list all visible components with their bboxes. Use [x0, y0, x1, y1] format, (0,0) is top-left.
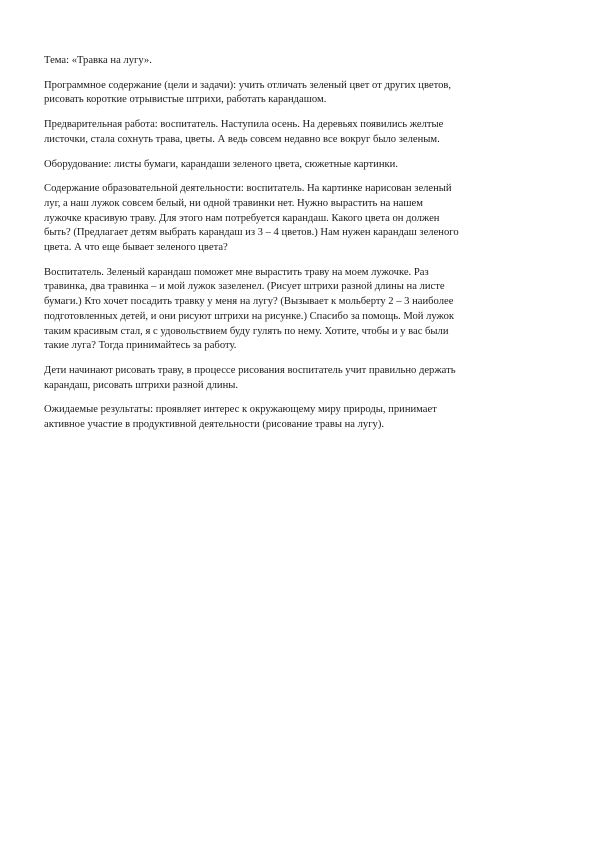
- text-line: такие луга? Тогда принимайтесь за работу.: [44, 340, 237, 352]
- text-line: Ожидаемые результаты: проявляет интерес к окружающему миру природы, принимает: [44, 404, 437, 416]
- text-line: Воспитатель. Зеленый карандаш поможет мне вырастить траву на моем лужочке. Раз: [44, 266, 429, 278]
- paragraph-expected-results: [44, 403, 514, 432]
- text-line: быть? (Предлагает детям выбрать карандаш из 3 – 4 цветов.) Нам нужен карандаш зеленого: [44, 227, 459, 239]
- paragraph-equipment: [44, 158, 514, 173]
- text-line: бумаги.) Кто хочет посадить травку у меня на лугу? (Вызывает к мольберту 2 – 3 наиболее: [44, 296, 454, 308]
- text-line: Дети начинают рисовать траву, в процессе рисования воспитатель учит правильно держать: [44, 364, 456, 376]
- text-line: листочки, стала сохнуть трава, цветы. А ведь совсем недавно все вокруг было зеленым.: [44, 133, 440, 145]
- text-line: Оборудование: листы бумаги, карандаши зеленого цвета, сюжетные картинки.: [44, 158, 398, 170]
- document-body: [44, 54, 514, 443]
- text-line: рисовать короткие отрывистые штрихи, работать карандашом.: [44, 94, 327, 106]
- text-line: карандаш, рисовать штрихи разной длины.: [44, 379, 239, 391]
- text-line: таким красивым стал, я с удовольствием буду гулять по нему. Хотите, чтобы и у вас были: [44, 325, 449, 337]
- text-line: цвета. А что еще бывает зеленого цвета?: [44, 242, 228, 254]
- text-line: травинка, два травинка – и мой лужок зазеленел. (Рисует штрихи разной длины на листе: [44, 281, 445, 293]
- paragraph-activity-content: [44, 182, 514, 256]
- text-line: луг, а наш лужок совсем белый, ни одной травинки нет. Нужно вырастить на нашем: [44, 197, 423, 209]
- paragraph-preliminary-work: [44, 118, 514, 147]
- paragraph-teacher-speech: [44, 266, 514, 354]
- text-line: Тема: «Травка на лугу».: [44, 55, 152, 66]
- text-line: лужочке красивую траву. Для этого нам потребуется карандаш. Какого цвета он должен: [44, 212, 440, 224]
- paragraph-program-content: [44, 79, 514, 108]
- text-line: Содержание образовательной деятельности: воспитатель. На картинке нарисован зеленый: [44, 183, 452, 195]
- text-line: подготовленных детей, и они рисуют штрихи на рисунке.) Спасибо за помощь. Мой лужок: [44, 310, 455, 322]
- text-line: активное участие в продуктивной деятельности (рисование травы на лугу).: [44, 419, 385, 431]
- text-line: Предварительная работа: воспитатель. Наступила осень. На деревьях появились желтые: [44, 119, 444, 131]
- paragraph-children-drawing: [44, 364, 514, 393]
- text-line: Программное содержание (цели и задачи): учить отличать зеленый цвет от других цветов,: [44, 79, 452, 91]
- paragraph-topic: [44, 54, 514, 69]
